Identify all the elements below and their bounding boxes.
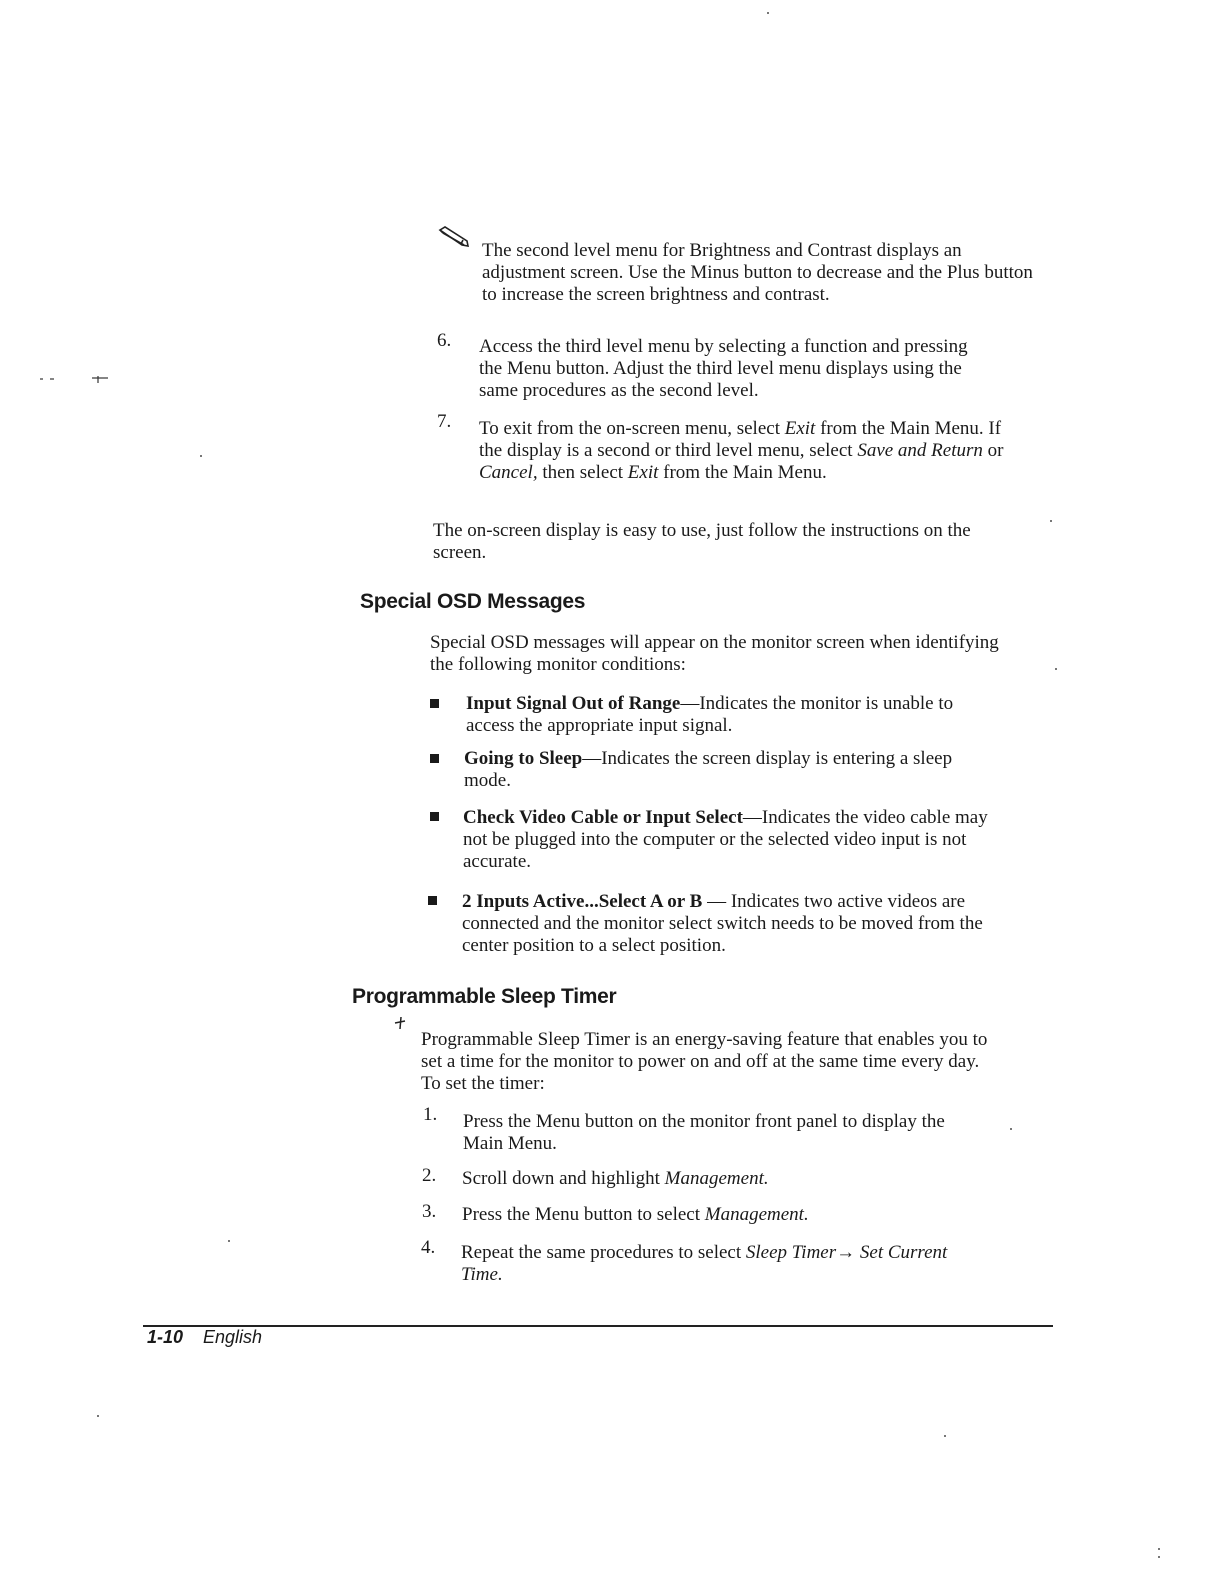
bullet-marker-2 — [430, 754, 439, 763]
bullet-4-desc: — Indicates two active videos are connected and the monitor select switch needs to be moved from the center position to a select position. — [462, 891, 983, 956]
note-text: The second level menu for Brightness and Contrast displays an adjustment screen. Use the Minus button to decrease and the Plus button to increase the screen brightness and contrast. — [482, 240, 1033, 305]
bullet-2-term: Going to Sleep — [464, 748, 583, 769]
bullet-3-text — [463, 807, 998, 873]
bullet-marker-4 — [428, 896, 437, 905]
scan-speck-3 — [1055, 668, 1057, 670]
osd-easy-paragraph: The on-screen display is easy to use, just follow the instructions on the screen. — [433, 520, 971, 563]
timer-step-3-text — [462, 1204, 982, 1226]
timer-step-4-em: Sleep Timer→ Set Current Time. — [461, 1242, 948, 1285]
bullet-2-desc: —Indicates the screen display is entering a sleep mode. — [464, 748, 953, 791]
timer-step-3-em: Management. — [704, 1204, 809, 1225]
note-pencil-icon — [437, 226, 471, 248]
step-7-part-1: To exit from the on-screen menu, select — [479, 418, 785, 439]
step-7-exit-1: Exit — [784, 418, 816, 439]
bullet-marker-1 — [430, 699, 439, 708]
bullet-3-desc: —Indicates the video cable may not be plugged into the computer or the selected video input is not accurate. — [463, 807, 988, 872]
scan-speck-5 — [228, 1240, 230, 1242]
step-7-part-5: from the Main Menu. — [658, 462, 827, 483]
step-6-number: 6. — [437, 330, 452, 351]
osd-intro: Special OSD messages will appear on the monitor screen when identifying the following monitor conditions: — [430, 632, 999, 675]
timer-step-4-plain: Repeat the same procedures to select — [461, 1242, 746, 1263]
timer-step-2-text — [462, 1168, 982, 1190]
bullet-4-term: 2 Inputs Active...Select A or B — [462, 891, 703, 912]
timer-step-1-plain: Press the Menu button on the monitor front panel to display the Main Menu. — [463, 1111, 945, 1154]
timer-step-4-number: 4. — [421, 1237, 436, 1258]
scan-speck-2 — [1050, 520, 1052, 522]
step-7-number: 7. — [437, 411, 452, 432]
footer-rule — [143, 1325, 1053, 1327]
timer-step-1-number: 1. — [423, 1104, 438, 1125]
step-7-text — [479, 418, 1014, 484]
step-7-part-3: or — [982, 440, 1004, 461]
step-7-part-4: then select — [537, 462, 628, 483]
timer-step-1-text — [463, 1111, 953, 1155]
scan-speck-6 — [97, 1415, 99, 1417]
step-6-text: Access the third level menu by selecting a function and pressing the Menu button. Adjust the third level menu displays using the same procedures as the second level. — [479, 336, 968, 401]
scan-speck-1 — [200, 455, 202, 457]
timer-step-3-number: 3. — [422, 1201, 437, 1222]
sleep-timer-intro: Programmable Sleep Timer is an energy-saving feature that enables you to set a time for the monitor to power on and off at the same time every day. To set the timer: — [421, 1029, 988, 1094]
scan-speck-7 — [944, 1435, 946, 1437]
footer-page-label — [147, 1327, 262, 1348]
timer-step-2-plain: Scroll down and highlight — [462, 1168, 665, 1189]
bullet-2-text — [464, 748, 999, 792]
heading-special-osd-messages: Special OSD Messages — [360, 590, 586, 613]
sleep-timer-marker-icon — [393, 1015, 409, 1033]
timer-step-4-text — [461, 1242, 981, 1286]
timer-step-3-plain: Press the Menu button to select — [462, 1204, 705, 1225]
step-7-cancel: Cancel, — [479, 462, 538, 483]
timer-step-2-number: 2. — [422, 1165, 437, 1186]
heading-programmable-sleep-timer: Programmable Sleep Timer — [352, 985, 617, 1008]
footer-language: English — [203, 1327, 263, 1347]
scan-speck-4 — [1010, 1128, 1012, 1130]
step-7-save-return: Save and Return — [857, 440, 983, 461]
bullet-4-text — [462, 891, 997, 957]
step-7-exit-2: Exit — [627, 462, 659, 483]
bullet-3-term: Check Video Cable or Input Select — [463, 807, 743, 828]
bullet-1-desc: —Indicates the monitor is unable to access the appropriate input signal. — [466, 693, 954, 736]
scan-speck-8 — [1158, 1548, 1160, 1550]
timer-step-2-em: Management. — [664, 1168, 769, 1189]
scan-speck-9 — [1158, 1556, 1160, 1558]
bullet-marker-3 — [430, 812, 439, 821]
scan-mark-left — [40, 371, 112, 381]
scan-speck-10 — [767, 12, 769, 14]
bullet-1-term: Input Signal Out of Range — [466, 693, 681, 714]
footer-page-number: 1-10 — [147, 1327, 184, 1347]
step-7-part-2: from the Main Menu. If the display is a second or third level menu, select — [479, 418, 1002, 461]
bullet-1-text — [466, 693, 966, 737]
